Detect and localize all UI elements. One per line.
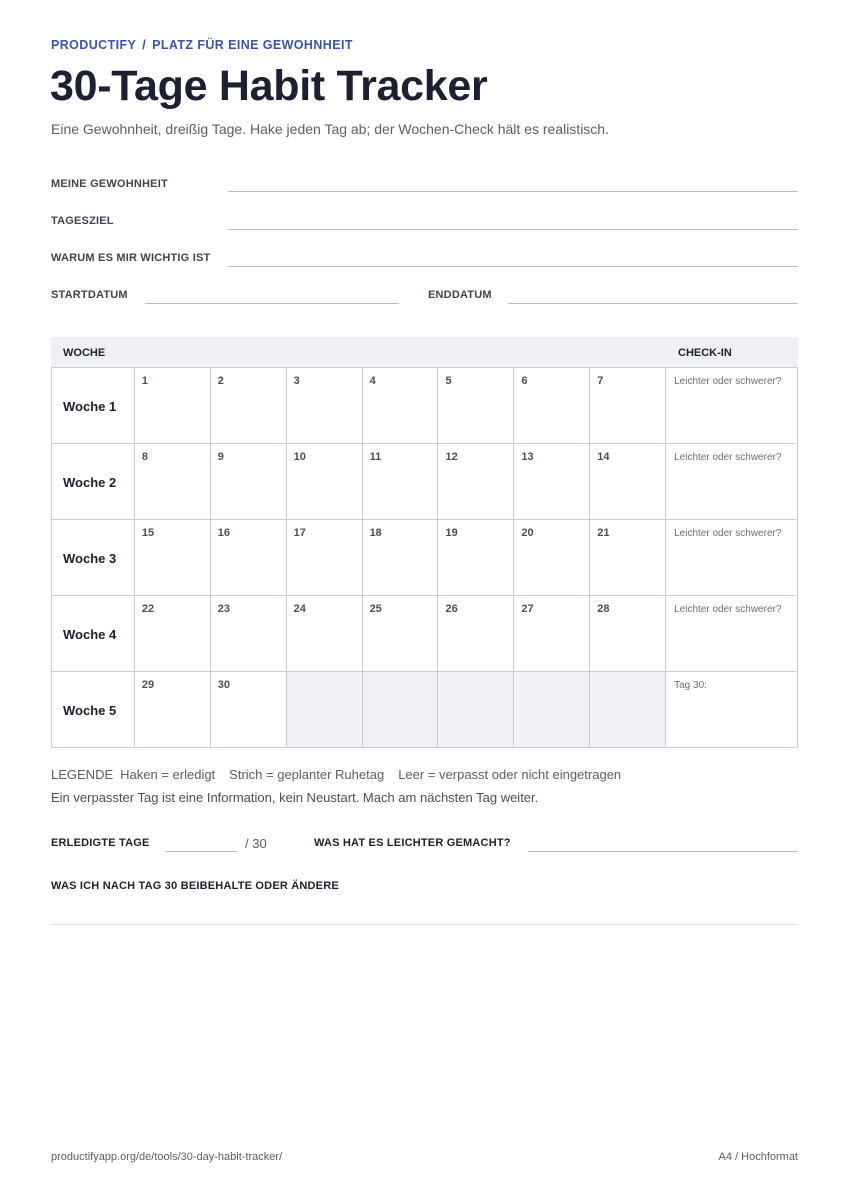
- legend-item-rest: Strich = geplanter Ruhetag: [229, 767, 385, 782]
- footer-format: A4 / Hochformat: [718, 1151, 798, 1163]
- day-cell[interactable]: [363, 368, 439, 444]
- day-cell[interactable]: [211, 672, 287, 748]
- day-cell[interactable]: [287, 368, 363, 444]
- after30-label: WAS ICH NACH TAG 30 BEIBEHALTE ODER ÄNDERE: [51, 880, 339, 892]
- week-row: [52, 368, 798, 444]
- day-number: 25: [369, 603, 382, 615]
- day-cell[interactable]: [135, 368, 211, 444]
- day-cell[interactable]: [135, 672, 211, 748]
- day-cell[interactable]: [211, 368, 287, 444]
- week-row: [52, 444, 798, 520]
- week-row: [52, 520, 798, 596]
- day-cell[interactable]: [363, 520, 439, 596]
- checkin-prompt: Leichter oder schwerer?: [674, 528, 782, 539]
- day-number: 17: [293, 527, 306, 539]
- week-label: Woche 1: [63, 399, 117, 414]
- legend: [51, 767, 621, 782]
- easier-label: WAS HAT ES LEICHTER GEMACHT?: [314, 837, 511, 849]
- day-number: 3: [293, 375, 300, 387]
- day-number: 14: [597, 451, 610, 463]
- day-number: 13: [521, 451, 534, 463]
- done-days-field[interactable]: [166, 851, 237, 852]
- week-label: Woche 3: [63, 551, 117, 566]
- day-number: 30: [217, 679, 231, 691]
- breadcrumb-section: PLATZ FÜR EINE GEWOHNHEIT: [152, 38, 353, 52]
- end-date-label: ENDDATUM: [428, 289, 492, 301]
- checkin-cell[interactable]: [666, 672, 798, 748]
- daily-goal-label: TAGESZIEL: [51, 215, 114, 227]
- easier-field[interactable]: [528, 851, 798, 852]
- habit-field[interactable]: [228, 191, 798, 192]
- week-row: [52, 596, 798, 672]
- done-days-label: ERLEDIGTE TAGE: [51, 837, 150, 849]
- day-number: 5: [445, 375, 452, 387]
- day-cell[interactable]: [438, 520, 514, 596]
- day-cell[interactable]: [590, 444, 666, 520]
- checkin-cell[interactable]: [666, 444, 798, 520]
- checkin-prompt: Tag 30:: [674, 680, 707, 691]
- day-number: 10: [293, 451, 306, 463]
- legend-item-done: Haken = erledigt: [120, 767, 216, 782]
- checkin-prompt: Leichter oder schwerer?: [674, 376, 782, 387]
- day-cell[interactable]: [438, 596, 514, 672]
- checkin-cell[interactable]: [666, 520, 798, 596]
- day-cell[interactable]: [287, 520, 363, 596]
- day-cell[interactable]: [438, 444, 514, 520]
- tracker-grid: [51, 367, 798, 748]
- checkin-cell[interactable]: [666, 368, 798, 444]
- column-week-header: WOCHE: [63, 347, 106, 359]
- why-label: WARUM ES MIR WICHTIG IST: [51, 252, 211, 264]
- legend-title: LEGENDE: [51, 767, 114, 782]
- day-number: 4: [369, 375, 376, 387]
- day-number: 1: [141, 375, 149, 387]
- day-cell[interactable]: [590, 368, 666, 444]
- empty-day-cell: [287, 672, 363, 748]
- day-cell[interactable]: [363, 596, 439, 672]
- brand-name: PRODUCTIFY: [51, 38, 137, 52]
- breadcrumb: [51, 38, 353, 52]
- day-cell[interactable]: [514, 520, 590, 596]
- week-label-cell: [52, 444, 135, 520]
- empty-day-cell: [514, 672, 590, 748]
- day-cell[interactable]: [363, 444, 439, 520]
- day-number: 11: [369, 451, 382, 463]
- day-number: 12: [445, 451, 458, 463]
- footer-url: productifyapp.org/de/tools/30-day-habit-tracker/: [51, 1151, 283, 1163]
- checkin-cell[interactable]: [666, 596, 798, 672]
- checkin-prompt: Leichter oder schwerer?: [674, 452, 782, 463]
- grid-header: [51, 337, 798, 367]
- day-number: 19: [445, 527, 458, 539]
- day-number: 29: [141, 679, 155, 691]
- empty-day-cell: [363, 672, 439, 748]
- week-label: Woche 2: [63, 475, 117, 490]
- day-number: 22: [141, 603, 155, 615]
- empty-day-cell: [438, 672, 514, 748]
- day-cell[interactable]: [514, 368, 590, 444]
- day-number: 26: [445, 603, 458, 615]
- week-label: Woche 5: [63, 703, 117, 718]
- day-number: 21: [597, 527, 610, 539]
- day-number: 27: [521, 603, 534, 615]
- column-checkin-header: CHECK-IN: [678, 347, 732, 359]
- start-date-label: STARTDATUM: [51, 289, 128, 301]
- day-cell[interactable]: [135, 596, 211, 672]
- done-days-total: / 30: [245, 836, 267, 851]
- day-number: 23: [217, 603, 231, 615]
- day-number: 15: [141, 527, 155, 539]
- day-number: 7: [597, 375, 604, 387]
- day-cell[interactable]: [438, 368, 514, 444]
- legend-item-missed: Leer = verpasst oder nicht eingetragen: [398, 767, 622, 782]
- why-field[interactable]: [228, 266, 798, 267]
- day-number: 28: [597, 603, 610, 615]
- day-number: 8: [141, 451, 149, 463]
- day-cell[interactable]: [211, 596, 287, 672]
- day-number: 18: [369, 527, 382, 539]
- day-cell[interactable]: [590, 520, 666, 596]
- daily-goal-field[interactable]: [228, 229, 798, 230]
- day-cell[interactable]: [514, 596, 590, 672]
- page-title: 30-Tage Habit Tracker: [50, 62, 488, 110]
- week-label-cell: [52, 520, 135, 596]
- day-cell[interactable]: [287, 444, 363, 520]
- day-cell[interactable]: [135, 520, 211, 596]
- start-date-field[interactable]: [145, 303, 399, 304]
- week-label-cell: [52, 368, 135, 444]
- after30-field[interactable]: [51, 924, 798, 925]
- day-cell[interactable]: [590, 596, 666, 672]
- week-row: [52, 672, 798, 748]
- day-number: 20: [521, 527, 534, 539]
- legend-note: Ein verpasster Tag ist eine Information, kein Neustart. Mach am nächsten Tag weiter.: [51, 790, 539, 805]
- day-number: 6: [521, 375, 528, 387]
- day-number: 24: [293, 603, 306, 615]
- day-cell[interactable]: [135, 444, 211, 520]
- day-cell[interactable]: [287, 596, 363, 672]
- week-label-cell: [52, 672, 135, 748]
- habit-label: MEINE GEWOHNHEIT: [51, 178, 168, 190]
- week-label: Woche 4: [63, 627, 117, 642]
- day-cell[interactable]: [211, 520, 287, 596]
- day-number: 16: [217, 527, 231, 539]
- breadcrumb-separator: /: [142, 38, 147, 52]
- week-label-cell: [52, 596, 135, 672]
- end-date-field[interactable]: [508, 303, 798, 304]
- day-cell[interactable]: [514, 444, 590, 520]
- day-number: 9: [217, 451, 224, 463]
- checkin-prompt: Leichter oder schwerer?: [674, 604, 782, 615]
- empty-day-cell: [590, 672, 666, 748]
- day-cell[interactable]: [211, 444, 287, 520]
- page-subtitle: Eine Gewohnheit, dreißig Tage. Hake jeden Tag ab; der Wochen-Check hält es realistisch.: [51, 121, 609, 137]
- day-number: 2: [217, 375, 224, 387]
